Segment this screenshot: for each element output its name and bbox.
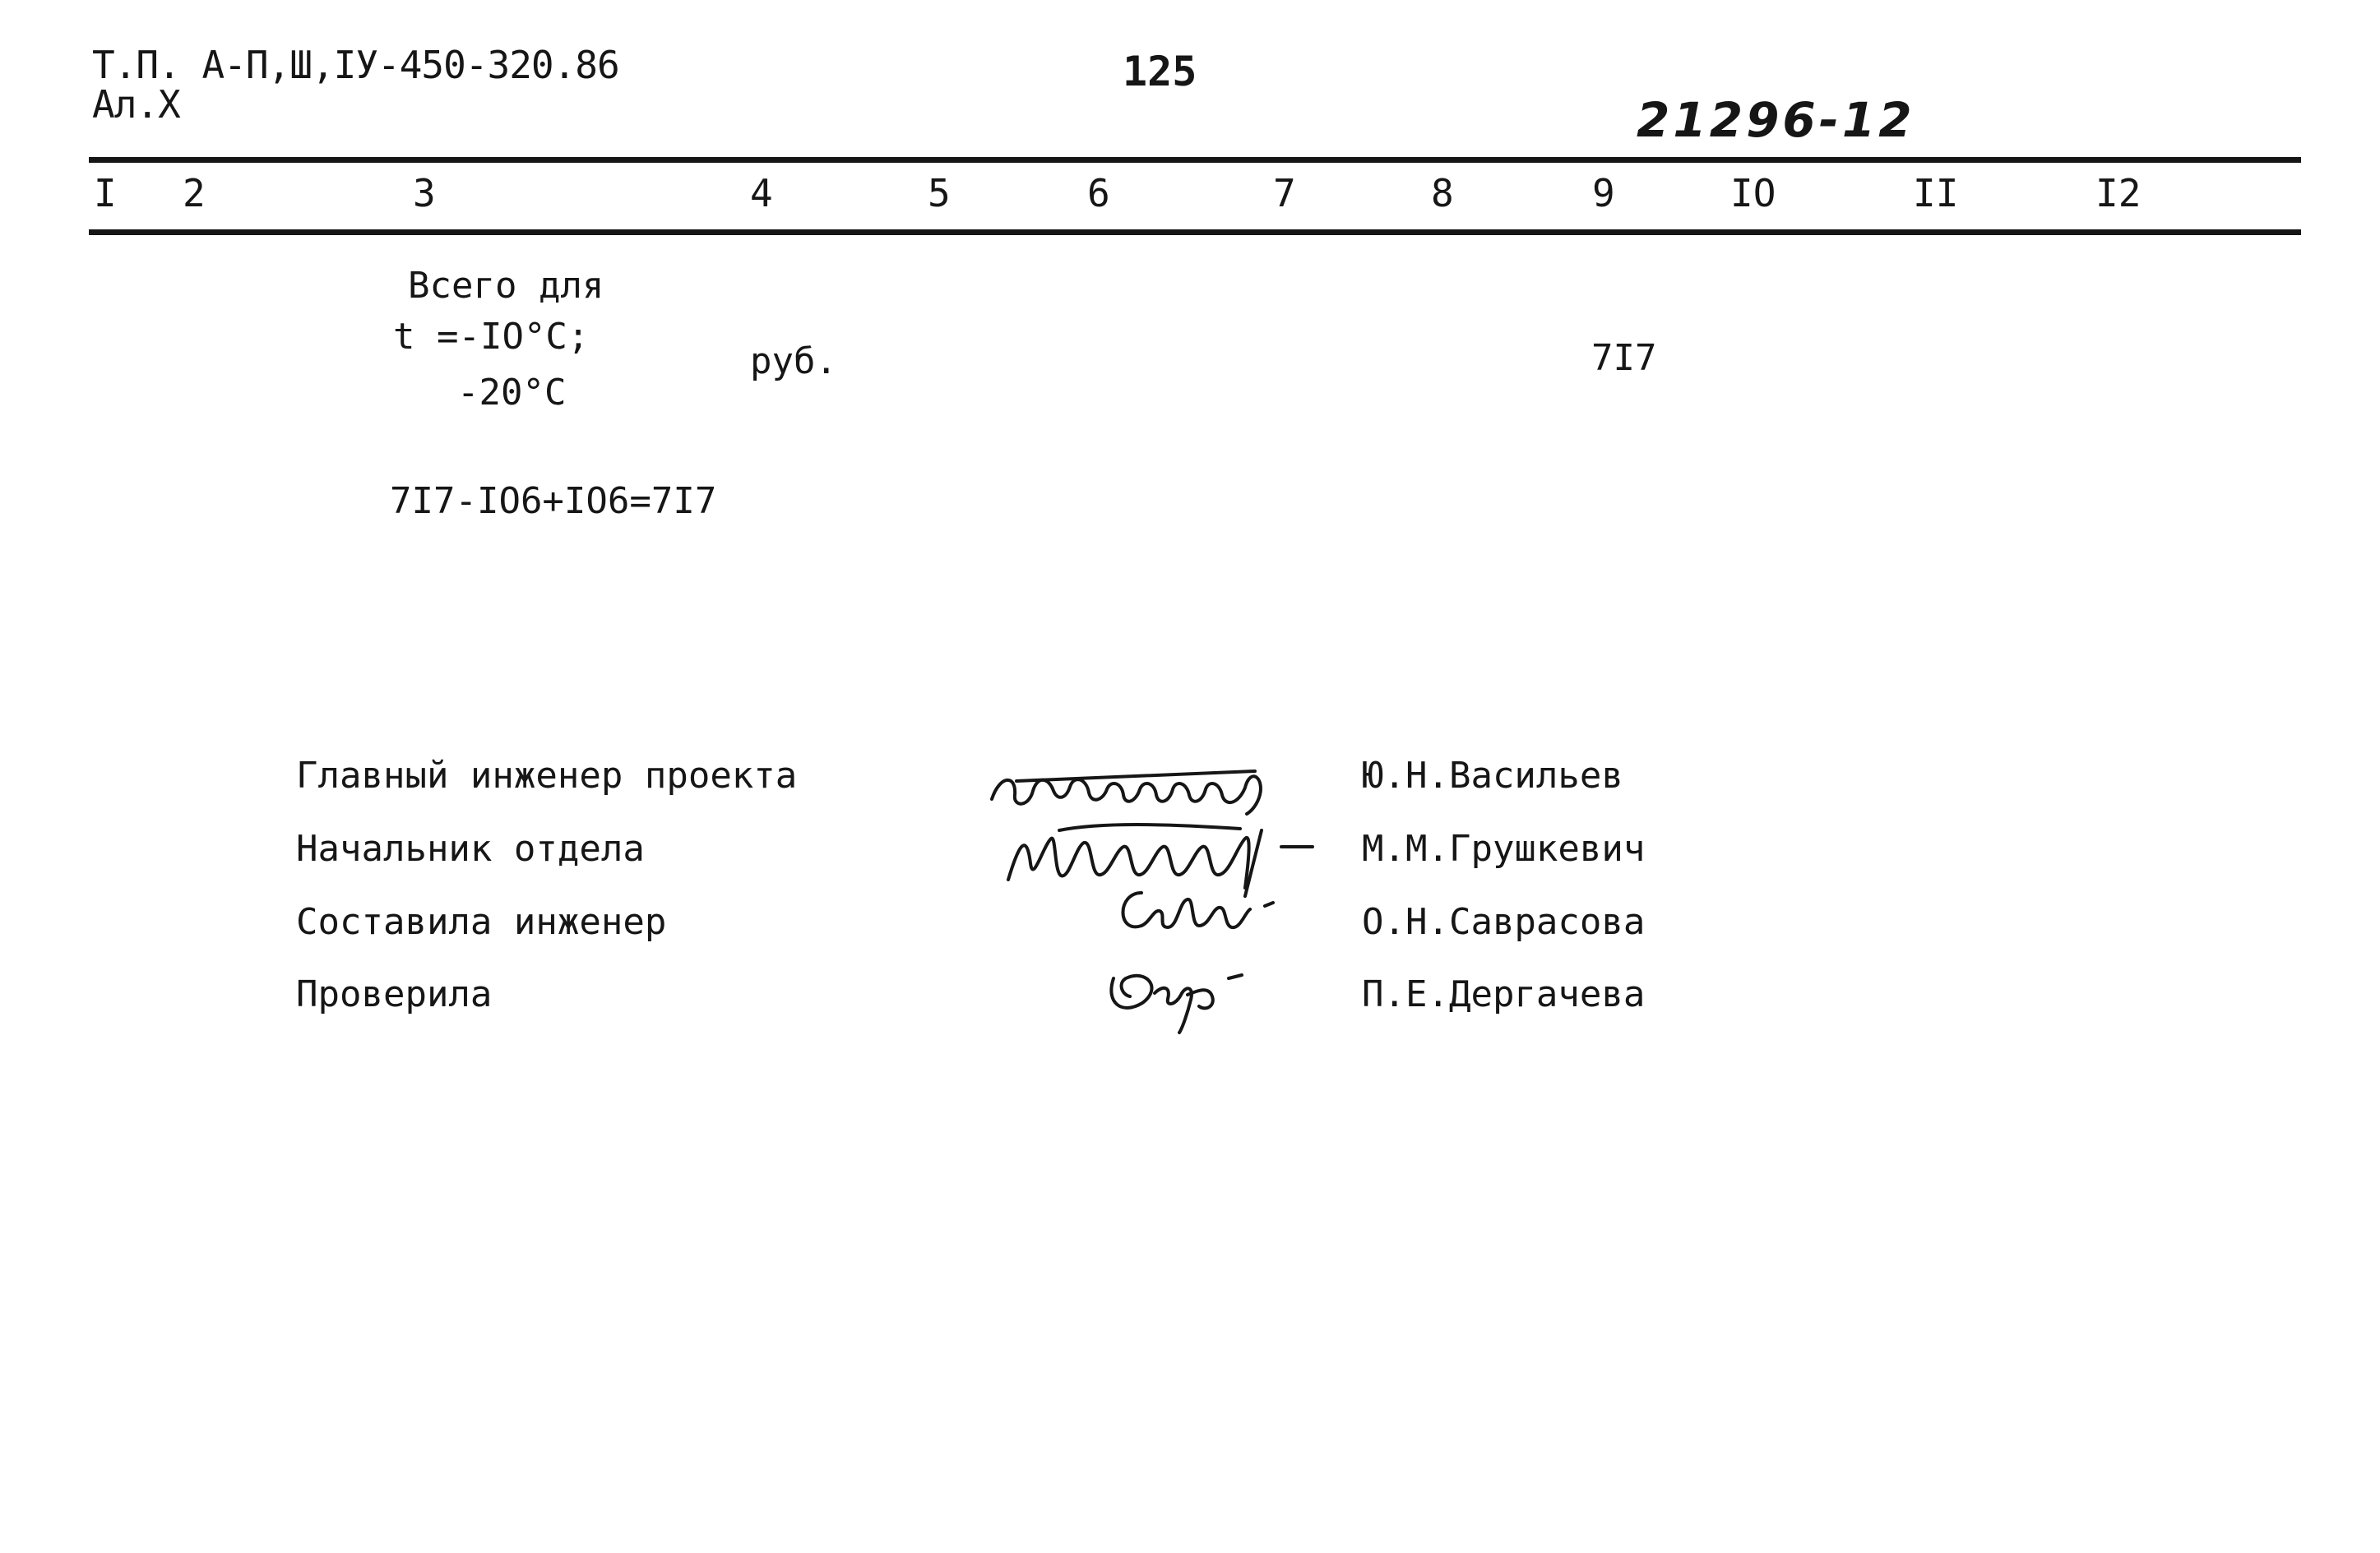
column-number-12: I2 bbox=[2095, 171, 2142, 215]
handwritten-signature-icon bbox=[1109, 876, 1290, 942]
signer-role-chief-engineer: Главный инженер проекта bbox=[296, 755, 798, 797]
row-title-line2: t =-IO°C; bbox=[393, 316, 590, 358]
signer-name-compiling-engineer: О.Н.Саврасова bbox=[1362, 901, 1646, 943]
column-number-3: 3 bbox=[413, 171, 436, 215]
row-unit: руб. bbox=[750, 340, 837, 382]
signer-role-checker: Проверила bbox=[296, 973, 493, 1015]
table-top-rule bbox=[89, 157, 2301, 163]
column-number-7: 7 bbox=[1273, 171, 1296, 215]
row-formula: 7I7-IO6+IO6=7I7 bbox=[390, 480, 717, 522]
handwritten-signature-icon bbox=[984, 750, 1296, 824]
header-document-series: Т.П. А-П,Ш,IУ-450-320.86 bbox=[92, 43, 619, 87]
column-number-2: 2 bbox=[183, 171, 206, 215]
column-number-8: 8 bbox=[1431, 171, 1454, 215]
header-album-number: Ал.Х bbox=[92, 82, 180, 127]
row-value-column-9: 7I7 bbox=[1591, 337, 1657, 379]
handwritten-signature-icon bbox=[1097, 954, 1286, 1036]
signer-role-compiling-engineer: Составила инженер bbox=[296, 901, 667, 943]
column-number-10: IO bbox=[1730, 171, 1776, 215]
row-title-line3: -20°C bbox=[457, 372, 567, 414]
column-number-9: 9 bbox=[1592, 171, 1615, 215]
column-number-4: 4 bbox=[750, 171, 773, 215]
column-number-6: 6 bbox=[1087, 171, 1110, 215]
page-number: 125 bbox=[1123, 48, 1197, 95]
row-title-line1: Всего для bbox=[408, 265, 604, 307]
signer-name-department-head: М.М.Грушкевич bbox=[1362, 828, 1646, 870]
table-header-bottom-rule bbox=[89, 229, 2301, 235]
document-code: 21296-12 bbox=[1637, 92, 1915, 148]
column-number-11: II bbox=[1913, 171, 1959, 215]
column-number-1: I bbox=[94, 171, 117, 215]
signer-role-department-head: Начальник отдела bbox=[296, 828, 645, 870]
signer-name-checker: П.Е.Дергачева bbox=[1362, 973, 1646, 1015]
signer-name-chief-engineer: Ю.Н.Васильев bbox=[1362, 755, 1623, 797]
column-number-5: 5 bbox=[928, 171, 951, 215]
